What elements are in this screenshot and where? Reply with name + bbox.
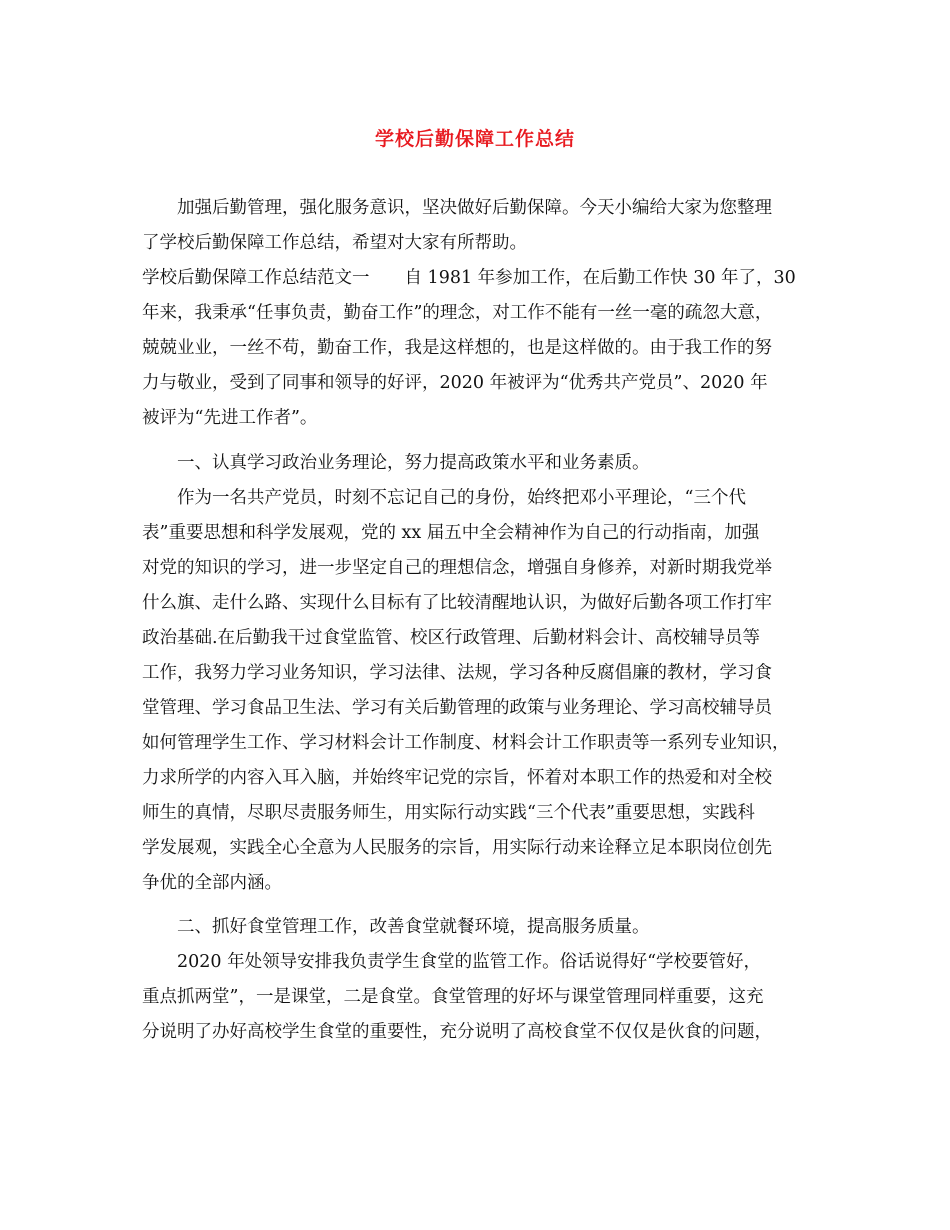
paragraph-line: 力与敬业，受到了同事和领导的好评，2020 年被评为“优秀共产党员”、2020 年 bbox=[142, 373, 768, 393]
paragraph-line: 作为一名共产党员，时刻不忘记自己的身份，始终把邓小平理论，“三个代 bbox=[177, 488, 746, 508]
paragraph-line: 什么旗、走什么路、实现什么目标有了比较清醒地认识，为做好后勤各项工作打牢 bbox=[142, 593, 772, 613]
paragraph-line: 加强后勤管理，强化服务意识，坚决做好后勤保障。今天小编给大家为您整理 bbox=[177, 198, 772, 218]
paragraph-line: 争优的全部内涵。 bbox=[142, 873, 282, 893]
paragraph-line: 学发展观，实践全心全意为人民服务的宗旨，用实际行动来诠释立足本职岗位创先 bbox=[142, 838, 772, 858]
paragraph-line: 年来，我秉承“任事负责，勤奋工作”的理念，对工作不能有一丝一毫的疏忽大意， bbox=[142, 303, 773, 323]
paragraph-line: 重点抓两堂”，一是课堂，二是食堂。食堂管理的好坏与课堂管理同样重要，这充 bbox=[142, 987, 764, 1007]
paragraph-line: 师生的真情，尽职尽责服务师生，用实际行动实践“三个代表”重要思想，实践科 bbox=[142, 803, 755, 823]
paragraph-line: 兢兢业业，一丝不苟，勤奋工作，我是这样想的，也是这样做的。由于我工作的努 bbox=[142, 338, 772, 358]
document-title: 学校后勤保障工作总结 bbox=[374, 128, 575, 150]
paragraph-line: 对党的知识的学习，进一步坚定自己的理想信念，增强自身修养，对新时期我党举 bbox=[142, 558, 772, 578]
paragraph-line: 被评为“先进工作者”。 bbox=[142, 408, 318, 428]
paragraph-line: 如何管理学生工作、学习材料会计工作制度、材料会计工作职责等一系列专业知识， bbox=[142, 733, 790, 753]
paragraph-line: 学校后勤保障工作总结范文一 自 1981 年参加工作，在后勤工作快 30 年了，30 bbox=[142, 268, 796, 288]
paragraph-line: 政治基础.在后勤我干过食堂监管、校区行政管理、后勤材料会计、高校辅导员等 bbox=[142, 628, 761, 648]
paragraph-line: 堂管理、学习食品卫生法、学习有关后勤管理的政策与业务理论、学习高校辅导员 bbox=[142, 698, 772, 718]
paragraph-line: 2020 年处领导安排我负责学生食堂的监管工作。俗话说得好“学校要管好， bbox=[177, 952, 762, 972]
paragraph-line: 了学校后勤保障工作总结，希望对大家有所帮助。 bbox=[142, 233, 527, 253]
section-heading: 二、抓好食堂管理工作，改善食堂就餐环境，提高服务质量。 bbox=[177, 917, 650, 937]
paragraph-line: 力求所学的内容入耳入脑，并始终牢记党的宗旨，怀着对本职工作的热爱和对全校 bbox=[142, 768, 772, 788]
paragraph-line: 分说明了办好高校学生食堂的重要性，充分说明了高校食堂不仅仅是伙食的问题， bbox=[142, 1022, 772, 1042]
paragraph-line: 表”重要思想和科学发展观，党的 xx 届五中全会精神作为自己的行动指南，加强 bbox=[142, 523, 760, 543]
paragraph-line: 工作，我努力学习业务知识，学习法律、法规，学习各种反腐倡廉的教材，学习食 bbox=[142, 663, 772, 683]
section-heading: 一、认真学习政治业务理论，努力提高政策水平和业务素质。 bbox=[177, 453, 650, 473]
